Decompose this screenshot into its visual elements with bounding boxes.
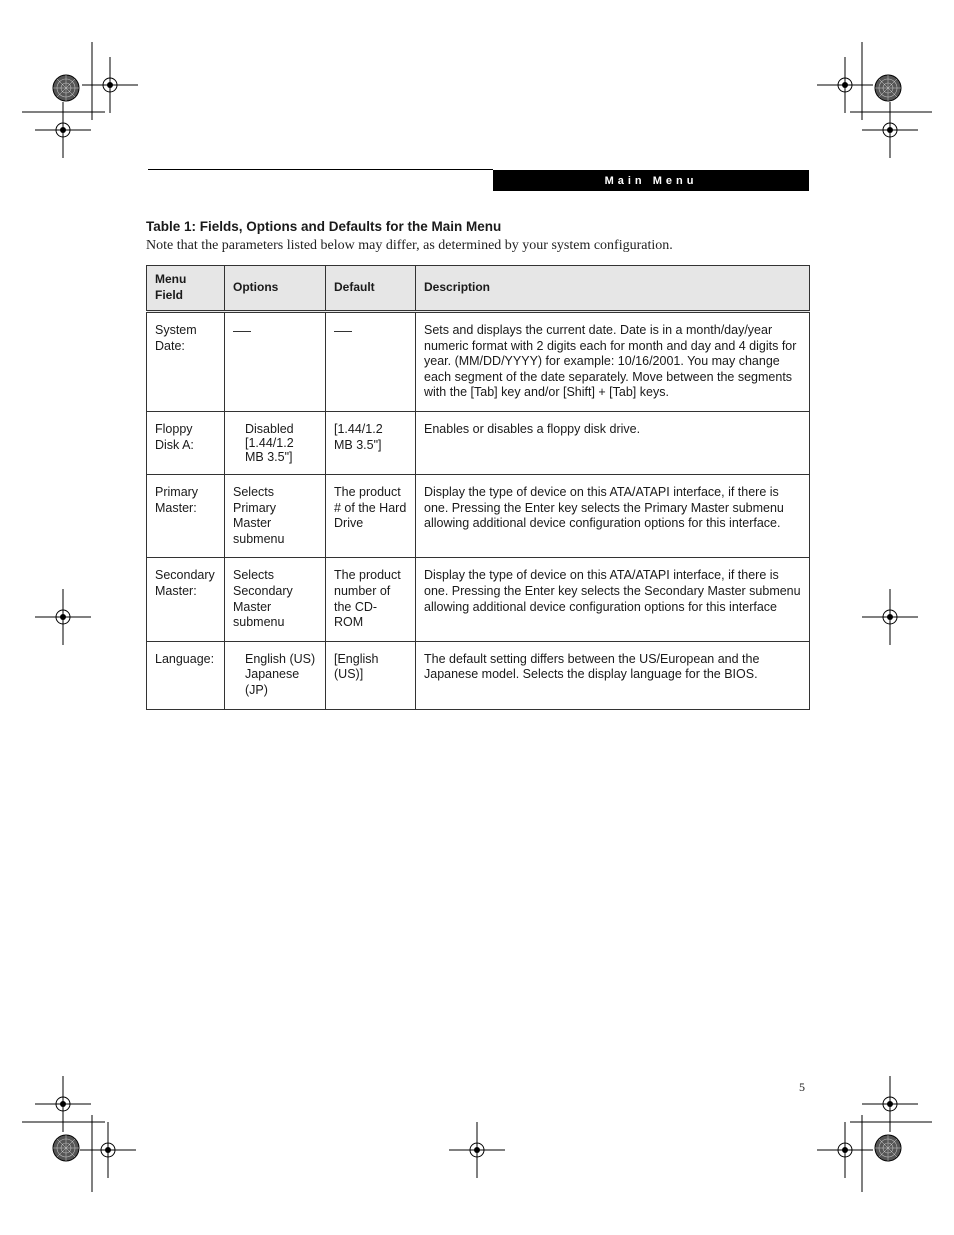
starburst-registration-mark <box>53 1135 79 1161</box>
crosshair-registration-mark <box>862 102 918 158</box>
cell-description: Display the type of device on this ATA/ATAPI interface, if there is one. Pressing the Enter key selects the Primary Master submenu allowing additional device configuration options for this interface. <box>416 474 810 557</box>
column-header-options: Options <box>225 266 326 312</box>
table-row <box>147 312 810 412</box>
crosshair-registration-mark <box>80 1122 136 1178</box>
cell-options: English (US) Japanese (JP) <box>225 641 326 709</box>
cell-options: Selects Secondary Master submenu <box>225 558 326 641</box>
table-row <box>147 411 810 474</box>
crosshair-registration-mark <box>817 1122 873 1178</box>
header-rule <box>148 169 493 170</box>
column-header-description: Description <box>416 266 810 312</box>
table-title: Table 1: Fields, Options and Defaults for the Main Menu <box>146 219 502 234</box>
main-menu-table <box>146 265 810 710</box>
cell-field: Secondary Master: <box>147 558 225 641</box>
table-row <box>147 558 810 641</box>
cell-default: [1.44/1.2 MB 3.5"] <box>326 411 416 474</box>
crosshair-registration-mark <box>817 57 873 113</box>
table-row <box>147 474 810 557</box>
cell-description: Enables or disables a floppy disk drive. <box>416 411 810 474</box>
table-header-row <box>147 266 810 312</box>
cell-options: Selects Primary Master submenu <box>225 474 326 557</box>
cell-field: Primary Master: <box>147 474 225 557</box>
column-header-default: Default <box>326 266 416 312</box>
cell-description: The default setting differs between the US/European and the Japanese model. Selects the display language for the BIOS. <box>416 641 810 709</box>
cell-default: The product number of the CD- ROM <box>326 558 416 641</box>
cell-description: Display the type of device on this ATA/ATAPI interface, if there is one. Pressing the Enter key selects the Secondary Master submenu allowing additional device configuration options for this interface <box>416 558 810 641</box>
em-dash <box>334 331 352 332</box>
cell-options: Disabled [1.44/1.2 MB 3.5"] <box>225 411 326 474</box>
column-header-menu-field: Menu Field <box>147 266 225 312</box>
starburst-registration-mark <box>875 1135 901 1161</box>
cell-description: Sets and displays the current date. Date is in a month/day/year numeric format with 2 digits each for month and day and 4 digits for year. (MM/DD/YYYY) for example: 10/16/2001. You may change each segment of the date separately. Move between the segments with the [Tab] key and/or [Shift] + [Tab] keys. <box>416 312 810 412</box>
cell-default: The product # of the Hard Drive <box>326 474 416 557</box>
table-row <box>147 641 810 709</box>
crosshair-registration-mark <box>35 102 91 158</box>
crosshair-registration-mark <box>35 1076 91 1132</box>
cell-default <box>326 312 416 412</box>
crosshair-registration-mark <box>449 1122 505 1178</box>
crosshair-registration-mark <box>82 57 138 113</box>
starburst-registration-mark <box>53 75 79 101</box>
crosshair-registration-mark <box>862 589 918 645</box>
page-number: 5 <box>799 1080 805 1094</box>
section-header-band <box>493 170 809 191</box>
cell-field: System Date: <box>147 312 225 412</box>
table-note: Note that the parameters listed below may differ, as determined by your system configuration. <box>146 238 673 253</box>
crosshair-registration-mark <box>35 589 91 645</box>
section-header-label: Main Menu <box>604 174 698 187</box>
starburst-registration-mark <box>875 75 901 101</box>
cell-field: Floppy Disk A: <box>147 411 225 474</box>
em-dash <box>233 331 251 332</box>
cell-field: Language: <box>147 641 225 709</box>
cell-default: [English (US)] <box>326 641 416 709</box>
crosshair-registration-mark <box>862 1076 918 1132</box>
cell-options <box>225 312 326 412</box>
